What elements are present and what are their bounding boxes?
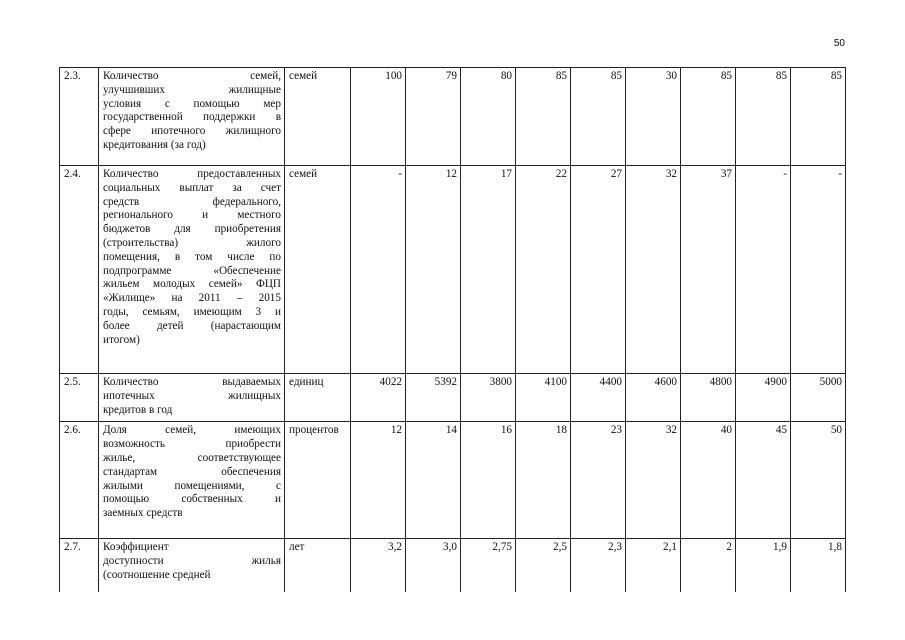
row-index: 2.3. — [60, 68, 99, 166]
description-line: (соотношение средней — [103, 568, 211, 581]
description-line: средств федерального, — [103, 195, 281, 208]
value-cell: 2,1 — [626, 539, 681, 592]
value-cell: 37 — [681, 166, 736, 374]
table-row — [60, 166, 846, 374]
description-line: регионального и местного — [103, 209, 281, 222]
description-line: Количество семей, — [103, 70, 281, 82]
value-cell: 2 — [681, 539, 736, 592]
value-cell: 40 — [681, 422, 736, 539]
table-body — [60, 68, 846, 592]
value-cell: 23 — [571, 422, 626, 539]
value-cell: 3800 — [461, 374, 516, 422]
description-line: жильем молодых семей» ФЦП — [103, 278, 281, 291]
description-line: социальных выплат за счет — [103, 181, 281, 194]
description-line: жилье, соответствующее — [103, 451, 281, 464]
description-line: кредитов в год — [103, 403, 173, 416]
value-cell: - — [791, 166, 846, 374]
value-cell: 4022 — [351, 374, 406, 422]
value-cell: 27 — [571, 166, 626, 374]
description-line: заемных средств — [103, 507, 183, 520]
value-cell: 50 — [791, 422, 846, 539]
description-line: «Жилище» на 2011 – 2015 — [103, 292, 281, 305]
table-row — [60, 374, 846, 422]
description-line: стандартам обеспечения — [103, 465, 281, 478]
table-row — [60, 422, 846, 539]
value-cell: 85 — [681, 68, 736, 166]
value-cell: 4100 — [516, 374, 571, 422]
value-cell: 3,2 — [351, 539, 406, 592]
value-cell: 2,5 — [516, 539, 571, 592]
value-cell: 30 — [626, 68, 681, 166]
row-index: 2.7. — [60, 539, 99, 592]
description-line: улучшивших жилищные — [103, 83, 281, 96]
row-description — [99, 68, 285, 166]
value-cell: 12 — [406, 166, 461, 374]
value-cell: 5392 — [406, 374, 461, 422]
indicators-table — [59, 67, 846, 592]
row-unit: единиц — [285, 374, 351, 422]
row-index: 2.4. — [60, 166, 99, 374]
table-row — [60, 539, 846, 592]
row-description — [99, 166, 285, 374]
value-cell: 1,9 — [736, 539, 791, 592]
row-unit: семей — [285, 166, 351, 374]
description-line: жилыми помещениями, с — [103, 479, 281, 492]
value-cell: - — [351, 166, 406, 374]
value-cell: 85 — [516, 68, 571, 166]
row-description — [99, 422, 285, 539]
table-row — [60, 68, 846, 166]
row-description — [99, 374, 285, 422]
description-line: помощью собственных и — [103, 493, 281, 506]
description-line: кредитования (за год) — [103, 138, 206, 151]
description-line: ипотечных жилищных — [103, 389, 281, 402]
value-cell: - — [736, 166, 791, 374]
description-line: Количество выдаваемых — [103, 376, 281, 388]
value-cell: 2,3 — [571, 539, 626, 592]
value-cell: 4800 — [681, 374, 736, 422]
value-cell: 18 — [516, 422, 571, 539]
description-line: государственной поддержки в — [103, 111, 281, 124]
value-cell: 100 — [351, 68, 406, 166]
row-index: 2.5. — [60, 374, 99, 422]
value-cell: 17 — [461, 166, 516, 374]
value-cell: 2,75 — [461, 539, 516, 592]
description-line: годы, семьям, имеющим 3 и — [103, 305, 281, 318]
value-cell: 85 — [571, 68, 626, 166]
value-cell: 1,8 — [791, 539, 846, 592]
value-cell: 85 — [736, 68, 791, 166]
row-unit: семей — [285, 68, 351, 166]
value-cell: 79 — [406, 68, 461, 166]
value-cell: 32 — [626, 422, 681, 539]
row-unit: лет — [285, 539, 351, 592]
value-cell: 4600 — [626, 374, 681, 422]
value-cell: 45 — [736, 422, 791, 539]
description-line: (строительства) жилого — [103, 236, 281, 249]
description-line: подпрограмме «Обеспечение — [103, 264, 281, 277]
value-cell: 14 — [406, 422, 461, 539]
description-line: условия с помощью мер — [103, 97, 281, 110]
description-line: Коэффициент — [103, 541, 169, 554]
value-cell: 22 — [516, 166, 571, 374]
description-line: бюджетов для приобретения — [103, 223, 281, 236]
value-cell: 85 — [791, 68, 846, 166]
row-description — [99, 539, 285, 592]
row-index: 2.6. — [60, 422, 99, 539]
value-cell: 4900 — [736, 374, 791, 422]
description-line: возможность приобрести — [103, 438, 281, 451]
value-cell: 16 — [461, 422, 516, 539]
description-line: доступности жилья — [103, 555, 281, 568]
description-line: сфере ипотечного жилищного — [103, 125, 281, 138]
value-cell: 4400 — [571, 374, 626, 422]
value-cell: 32 — [626, 166, 681, 374]
page-number: 50 — [833, 38, 845, 49]
value-cell: 80 — [461, 68, 516, 166]
description-line: более детей (нарастающим — [103, 319, 281, 332]
description-line: помещения, в том числе по — [103, 250, 281, 263]
description-line: Доля семей, имеющих — [103, 424, 281, 437]
row-unit: процентов — [285, 422, 351, 539]
description-line: Количество предоставленных — [103, 168, 281, 180]
description-line: итогом) — [103, 333, 140, 346]
value-cell: 5000 — [791, 374, 846, 422]
value-cell: 3,0 — [406, 539, 461, 592]
value-cell: 12 — [351, 422, 406, 539]
